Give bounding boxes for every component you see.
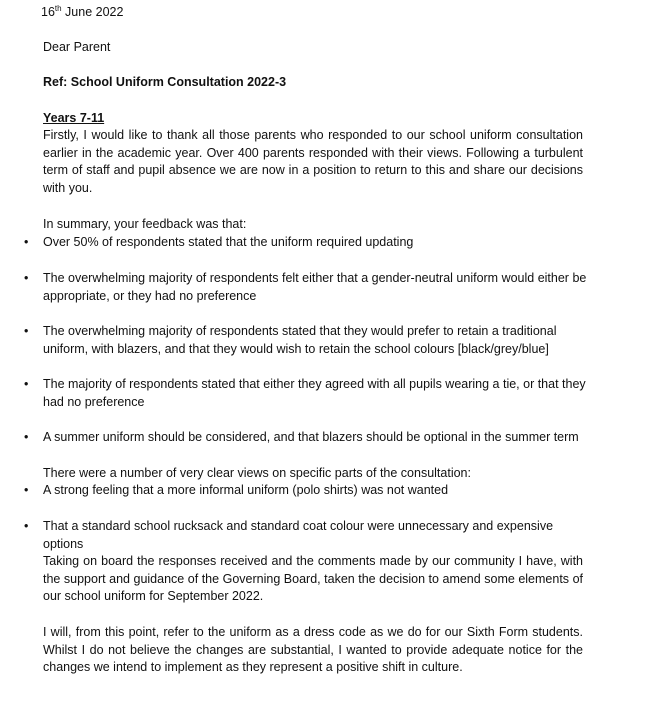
date-month-year: June 2022 <box>61 5 124 19</box>
bullet-icon: • <box>24 519 29 533</box>
bullet-icon: • <box>24 235 29 249</box>
date-day: 16 <box>41 5 55 19</box>
salutation: Dear Parent <box>43 40 111 54</box>
decision-paragraph: Taking on board the responses received and the comments made by our community I have, with the support and guidance of the Governing Board, taken the decision to amend some elements of our school uniform for September 2022. <box>43 554 583 604</box>
section-heading: Years 7-11 <box>43 111 105 125</box>
bullet-icon: • <box>24 483 29 497</box>
bullet-icon: • <box>24 430 29 444</box>
list-item-text: The overwhelming majority of respondents felt either that a gender-neutral uniform would either be appropriate, or they had no preference <box>43 271 587 303</box>
intro-paragraph: Firstly, I would like to thank all those parents who responded to our school uniform consultation earlier in the academic year. Over 400 parents responded with their views. Following a turbulent term of staff and pupil absence we are now in a position to return to this and share our decisions with you. <box>43 128 583 195</box>
list-item-text: That a standard school rucksack and standard coat colour were unnecessary and expensive options <box>43 519 554 551</box>
list-item-text: The majority of respondents stated that either they agreed with all pupils wearing a tie, or that they had no preference <box>43 377 586 409</box>
list-item-text: A strong feeling that a more informal uniform (polo shirts) was not wanted <box>43 483 449 497</box>
bullet-icon: • <box>24 324 29 338</box>
letter-date <box>41 4 581 22</box>
bullet-icon: • <box>24 377 29 391</box>
list-item-text: The overwhelming majority of respondents stated that they would prefer to retain a traditional uniform, with blazers, and that they would wish to retain the school colours [black/grey/blue] <box>43 324 557 356</box>
views-intro: There were a number of very clear views on specific parts of the consultation: <box>43 466 471 480</box>
date-suffix: th <box>54 3 62 13</box>
reference-line: Ref: School Uniform Consultation 2022-3 <box>43 75 287 89</box>
list-item-text: A summer uniform should be considered, and that blazers should be optional in the summer term <box>43 430 579 444</box>
bullet-icon: • <box>24 271 29 285</box>
list-item-text: Over 50% of respondents stated that the uniform required updating <box>43 235 414 249</box>
dress-code-paragraph: I will, from this point, refer to the uniform as a dress code as we do for our Sixth Form students. Whilst I do not believe the changes are substantial, I wanted to provide adequate notice for the changes we intend to implement as they represent a positive shift in culture. <box>43 625 583 675</box>
summary-intro: In summary, your feedback was that: <box>43 217 247 231</box>
